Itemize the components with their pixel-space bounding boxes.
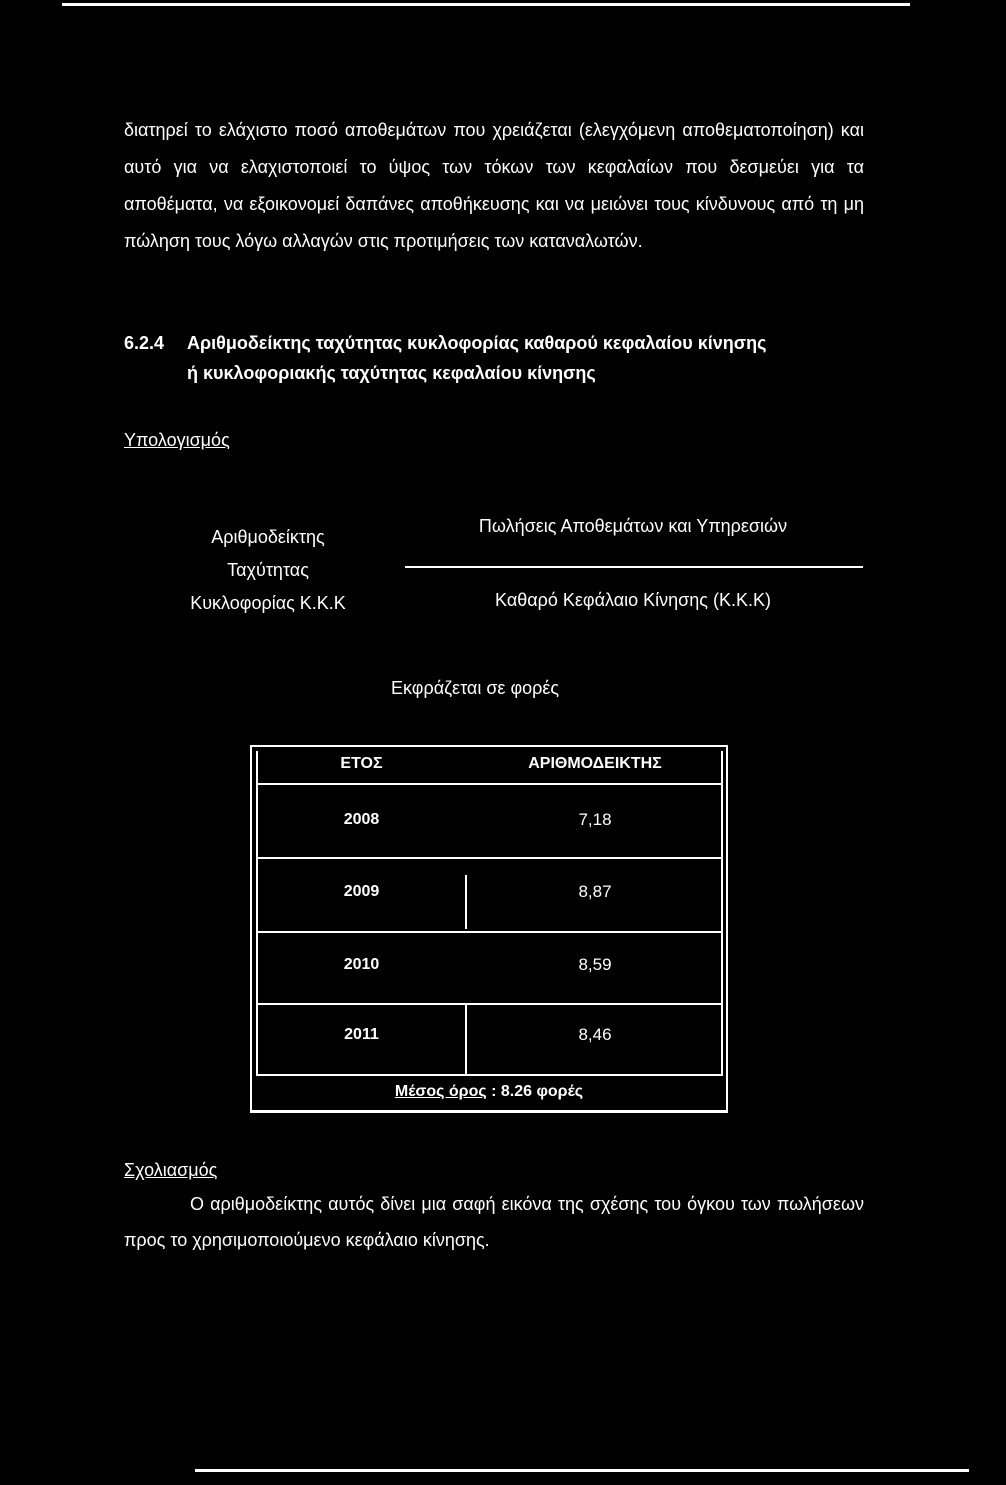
formula-denominator: Καθαρό Κεφάλαιο Κίνησης (Κ.Κ.Κ) [495, 590, 771, 610]
table-cell-year: 2010 [343, 956, 380, 973]
formula-numerator: Πωλήσεις Αποθεμάτων και Υπηρεσιών [478, 516, 788, 536]
comment-text: Ο αριθμοδείκτης αυτός δίνει μια σαφή εικόνα της σχέσης του όγκου των πωλήσεων προς το χρησιμοποιούμενο κεφάλαιο κίνησης. [124, 1194, 864, 1250]
table-row-divider [256, 931, 723, 933]
section-number: 6.2.4 [124, 333, 165, 353]
table-row-divider [256, 1074, 723, 1076]
ratio-table [250, 745, 728, 1113]
table-row-divider [256, 1003, 723, 1005]
intro-paragraph: διατηρεί το ελάχιστο ποσό αποθεμάτων που χρειάζεται (ελεγχόμενη αποθεματοποίηση) και αυτό για να ελαχιστοποιεί το ύψος των τόκων των κεφαλαίων που δεσμεύει για τα αποθέματα, να εξοικονομεί δαπάνες αποθήκευσης και να μειώνει τους κίνδυνους από τη μη πώληση τους λόγω αλλαγών στις προτιμήσεις των καταναλωτών. [124, 120, 864, 251]
fraction-bar [405, 566, 863, 568]
formula-left-side [168, 521, 368, 620]
table-header-ratio: ΑΡΙΘΜΟΔΕΙΚΤΗΣ [528, 755, 662, 772]
table-cell-value: 7,18 [578, 810, 612, 829]
calculation-label: Υπολογισμός [124, 430, 230, 450]
average-value: : 8.26 φορές [486, 1083, 584, 1100]
top-rule [62, 3, 910, 6]
formula-left-line2: Ταχύτητας [227, 560, 309, 580]
table-header-divider [256, 783, 723, 785]
section-heading-line1 [124, 328, 884, 358]
average-label: Μέσος όρος [394, 1083, 487, 1100]
comment-label: Σχολιασμός [124, 1160, 218, 1180]
section-title-line2: ή κυκλοφοριακής ταχύτητας κεφαλαίου κίνησης [187, 363, 596, 383]
expressed-in-note: Εκφράζεται σε φορές [391, 678, 560, 698]
section-heading [124, 328, 884, 388]
table-cell-year: 2008 [343, 811, 380, 828]
table-cell-year: 2011 [344, 1026, 379, 1043]
table-header-year: ΕΤΟΣ [340, 755, 383, 772]
table-cell-value: 8,87 [578, 882, 612, 901]
table-cell-year: 2009 [343, 883, 380, 900]
table-average-row [252, 1083, 726, 1101]
formula-left-line3: Κυκλοφορίας Κ.Κ.Κ [190, 593, 346, 613]
formula-left-line1: Αριθμοδείκτης [211, 527, 325, 547]
section-title-line1: Αριθμοδείκτης ταχύτητας κυκλοφορίας καθαρού κεφαλαίου κίνησης [187, 333, 767, 353]
table-cell-value: 8,46 [578, 1025, 612, 1044]
bottom-rule [195, 1469, 969, 1472]
table-row-divider [256, 857, 723, 859]
table-cell-value: 8,59 [578, 955, 612, 974]
